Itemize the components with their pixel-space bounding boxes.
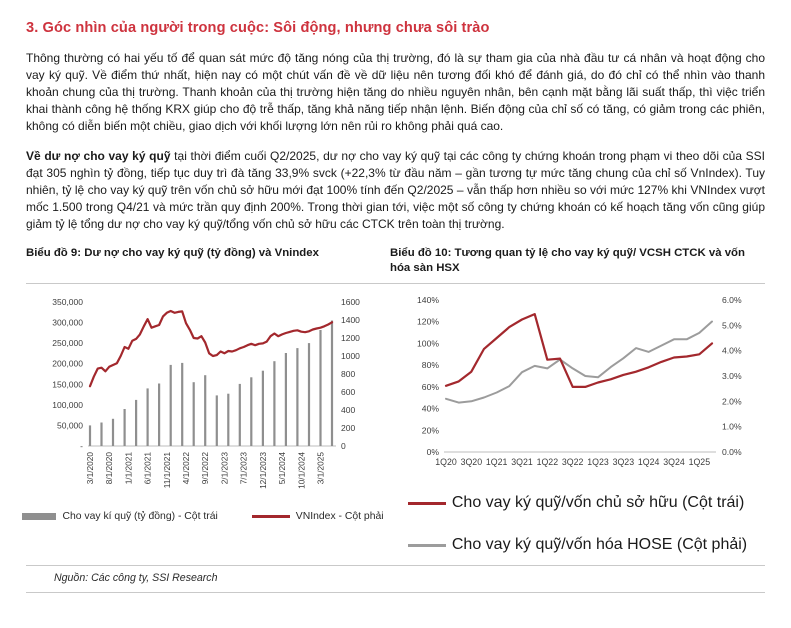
svg-text:300,000: 300,000 bbox=[52, 317, 83, 328]
svg-text:600: 600 bbox=[341, 387, 356, 397]
svg-text:250,000: 250,000 bbox=[52, 338, 83, 349]
svg-text:1Q23: 1Q23 bbox=[587, 457, 609, 467]
body-paragraph-1: Thông thường có hai yếu tố để quan sát mức độ tăng nóng của thị trường, đó là sự tham gia của nhà đầu tư cá nhân và hoạt động cho vay ký quỹ. Về điểm thứ nhất, hiện nay có một chút vấn đề về dữ liệu nên tương đối khó để đánh giá, do đó chỉ có thể nhìn vào thanh khoản chung của thị trường. Thanh khoản của thị trường hiện tăng do nhiều nguyên nhân, bên cạnh mặt bằng lãi suất thấp, thì việc triển khai thành công hệ thống KRX giúp cho độ trễ thấp, tăng khả năng tiếp nhận lệnh. Biến động của chỉ số có tăng, có giảm trong các phiên, không có diễn biến một chiều, giao dịch với khối lượng lớn nên rủi ro không phải quá cao. bbox=[26, 51, 765, 133]
svg-text:1Q20: 1Q20 bbox=[435, 457, 457, 467]
svg-text:6.0%: 6.0% bbox=[722, 295, 742, 305]
body-paragraph-2 bbox=[26, 148, 765, 233]
svg-text:3Q24: 3Q24 bbox=[663, 457, 685, 467]
red-line-swatch-icon bbox=[252, 515, 290, 518]
charts-row bbox=[26, 290, 765, 557]
divider-above-source bbox=[26, 565, 765, 566]
svg-text:5/1/2024: 5/1/2024 bbox=[277, 452, 288, 485]
red-line-swatch-icon bbox=[408, 502, 446, 505]
svg-text:7/1/2023: 7/1/2023 bbox=[238, 452, 249, 485]
chart10-canvas bbox=[390, 290, 765, 491]
svg-text:50,000: 50,000 bbox=[57, 420, 83, 431]
svg-text:3Q21: 3Q21 bbox=[511, 457, 533, 467]
divider-below-source bbox=[26, 592, 765, 593]
svg-text:11/1/2021: 11/1/2021 bbox=[161, 452, 172, 489]
svg-text:6/1/2021: 6/1/2021 bbox=[142, 452, 153, 485]
svg-text:140%: 140% bbox=[417, 295, 439, 305]
svg-text:100,000: 100,000 bbox=[52, 399, 83, 410]
svg-text:12/1/2023: 12/1/2023 bbox=[257, 452, 268, 489]
bar-swatch-icon bbox=[22, 513, 56, 520]
svg-text:9/1/2022: 9/1/2022 bbox=[200, 452, 211, 485]
source-note: Nguồn: Các công ty, SSI Research bbox=[54, 572, 218, 584]
svg-text:8/1/2020: 8/1/2020 bbox=[104, 452, 115, 485]
chart9-area bbox=[26, 290, 384, 522]
svg-text:60%: 60% bbox=[421, 381, 439, 392]
svg-text:1000: 1000 bbox=[341, 351, 360, 361]
svg-text:3.0%: 3.0% bbox=[722, 371, 742, 381]
svg-text:4.0%: 4.0% bbox=[722, 345, 742, 356]
chart9-title: Biểu đồ 9: Dư nợ cho vay ký quỹ (tỷ đồng) và Vnindex bbox=[26, 247, 319, 259]
section-heading: 3. Góc nhìn của người trong cuộc: Sôi động, nhưng chưa sôi trào bbox=[26, 20, 490, 36]
svg-text:40%: 40% bbox=[421, 403, 439, 414]
chart9-legend-bars-label: Cho vay kí quỹ (tỷ đồng) - Cột trái bbox=[62, 511, 218, 522]
svg-text:200,000: 200,000 bbox=[52, 358, 83, 369]
chart9-canvas bbox=[26, 290, 380, 509]
svg-text:150,000: 150,000 bbox=[52, 379, 83, 390]
svg-text:800: 800 bbox=[341, 369, 356, 379]
svg-text:1.0%: 1.0% bbox=[722, 421, 742, 432]
divider-under-titles bbox=[26, 283, 765, 284]
svg-text:4/1/2022: 4/1/2022 bbox=[181, 452, 192, 485]
chart10-legend-marketcap bbox=[408, 536, 747, 554]
svg-text:200: 200 bbox=[341, 423, 356, 433]
svg-text:80%: 80% bbox=[421, 360, 439, 371]
svg-text:3Q20: 3Q20 bbox=[460, 457, 483, 467]
svg-text:120%: 120% bbox=[417, 316, 439, 327]
chart10-svg bbox=[390, 290, 765, 486]
svg-text:0: 0 bbox=[341, 441, 346, 451]
chart10-area bbox=[390, 290, 765, 557]
svg-text:1Q25: 1Q25 bbox=[688, 457, 711, 467]
svg-text:1600: 1600 bbox=[341, 297, 360, 307]
svg-text:-: - bbox=[80, 441, 83, 451]
svg-text:1400: 1400 bbox=[341, 315, 360, 325]
svg-text:5.0%: 5.0% bbox=[722, 320, 742, 331]
chart-titles-row bbox=[26, 246, 765, 275]
svg-text:10/1/2024: 10/1/2024 bbox=[296, 452, 307, 489]
svg-text:2.0%: 2.0% bbox=[722, 396, 742, 407]
svg-text:100%: 100% bbox=[417, 338, 439, 349]
chart9-legend bbox=[26, 511, 384, 522]
svg-text:0%: 0% bbox=[426, 447, 439, 457]
chart10-title: Biểu đồ 10: Tương quan tỷ lệ cho vay ký quỹ/ VCSH CTCK và vốn hóa sàn HSX bbox=[390, 247, 745, 274]
svg-text:1Q21: 1Q21 bbox=[485, 457, 508, 467]
gray-line-swatch-icon bbox=[408, 544, 446, 547]
paragraph-2-text: tại thời điểm cuối Q2/2025, dư nợ cho vay ký quỹ tại các công ty chứng khoán trong phạm vi theo dõi của SSI đạt 305 nghìn tỷ đồng, tiếp tục duy trì đà tăng 33,9% svck (+22,3% từ đầu năm – gần tương tự mức tăng chung của chỉ số VnIndex). Tuy nhiên, tỷ lệ cho vay ký quỹ trên vốn chủ sở hữu mới đạt 100% tính đến Q2/2025 – vẫn thấp hơn nhiều so với mức 127% khi VNIndex vượt mốc 1.500 trong Q4/21 và mức trần quy định 200%. Trong thời gian tới, việc một số công ty chứng khoán có kế hoạch tăng vốn cũng giúp giảm tỷ lệ tổng dư nợ cho vay ký quỹ/tổng vốn chủ sở hữu các CTCK trên toàn thị trường. bbox=[26, 149, 765, 231]
svg-text:400: 400 bbox=[341, 405, 356, 415]
svg-text:2/1/2023: 2/1/2023 bbox=[219, 452, 230, 485]
svg-text:1200: 1200 bbox=[341, 333, 360, 343]
paragraph-2-bold-lead: Về dư nợ cho vay ký quỹ bbox=[26, 149, 171, 163]
chart10-legend-marketcap-label: Cho vay ký quỹ/vốn hóa HOSE (Cột phải) bbox=[451, 536, 748, 553]
chart10-legend bbox=[408, 491, 747, 557]
svg-text:3/1/2025: 3/1/2025 bbox=[315, 452, 326, 485]
svg-text:20%: 20% bbox=[421, 425, 439, 436]
chart9-legend-line-label: VNIndex - Cột phải bbox=[295, 511, 384, 522]
svg-text:0.0%: 0.0% bbox=[722, 447, 742, 457]
svg-text:1/1/2021: 1/1/2021 bbox=[123, 452, 134, 485]
chart9-legend-bars bbox=[22, 511, 217, 522]
svg-text:1Q24: 1Q24 bbox=[637, 457, 660, 467]
svg-text:350,000: 350,000 bbox=[52, 297, 83, 307]
svg-text:1Q22: 1Q22 bbox=[536, 457, 559, 467]
chart9-svg bbox=[26, 290, 380, 504]
chart10-legend-equity bbox=[408, 494, 747, 512]
svg-text:3/1/2020: 3/1/2020 bbox=[85, 452, 95, 485]
chart10-legend-equity-label: Cho vay ký quỹ/vốn chủ sở hữu (Cột trái) bbox=[451, 494, 745, 511]
svg-text:3Q23: 3Q23 bbox=[612, 457, 635, 467]
svg-text:3Q22: 3Q22 bbox=[561, 457, 584, 467]
chart9-legend-line bbox=[252, 511, 384, 522]
